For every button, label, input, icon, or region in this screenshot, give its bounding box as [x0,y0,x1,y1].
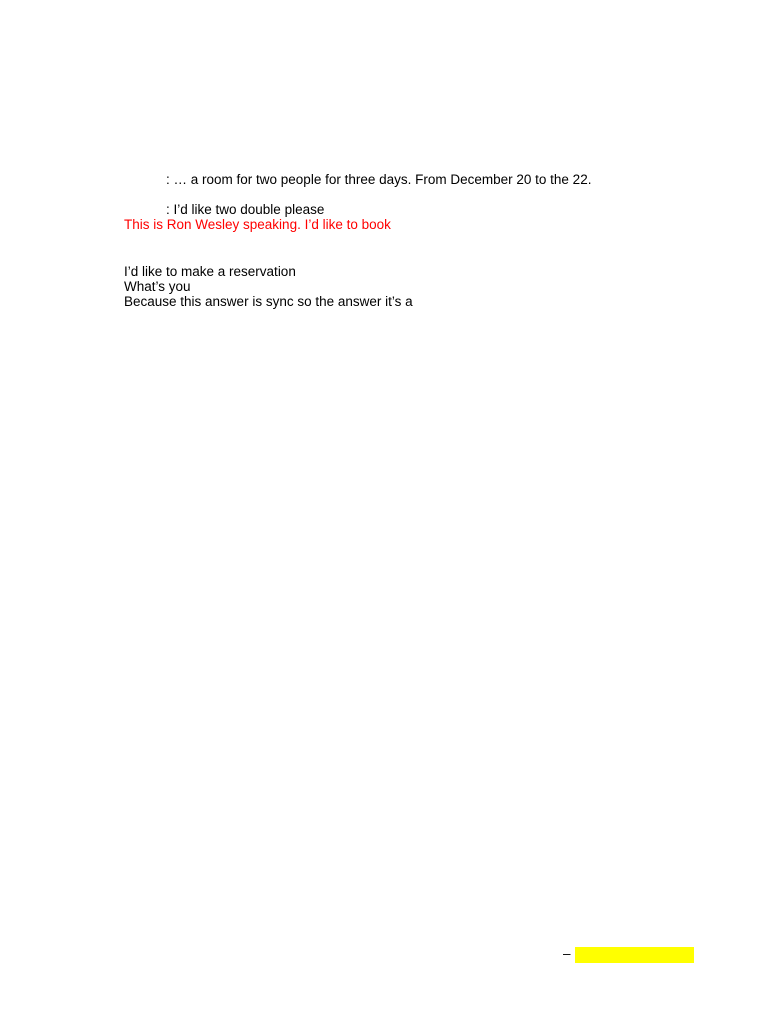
dialogue-line-booking-intro: This is Ron Wesley speaking. I’d like to book [124,217,391,232]
footer-highlight-block [575,947,694,963]
dialogue-line-room-request: : … a room for two people for three days. From December 20 to the 22. [166,172,592,187]
note-line-reservation: I’d like to make a reservation [124,264,296,279]
footer-dash: – [563,946,571,961]
dialogue-line-double-room: : I’d like two double please [166,202,325,217]
note-line-whats-you: What’s you [124,279,191,294]
note-line-answer: Because this answer is sync so the answer it’s a [124,294,413,309]
